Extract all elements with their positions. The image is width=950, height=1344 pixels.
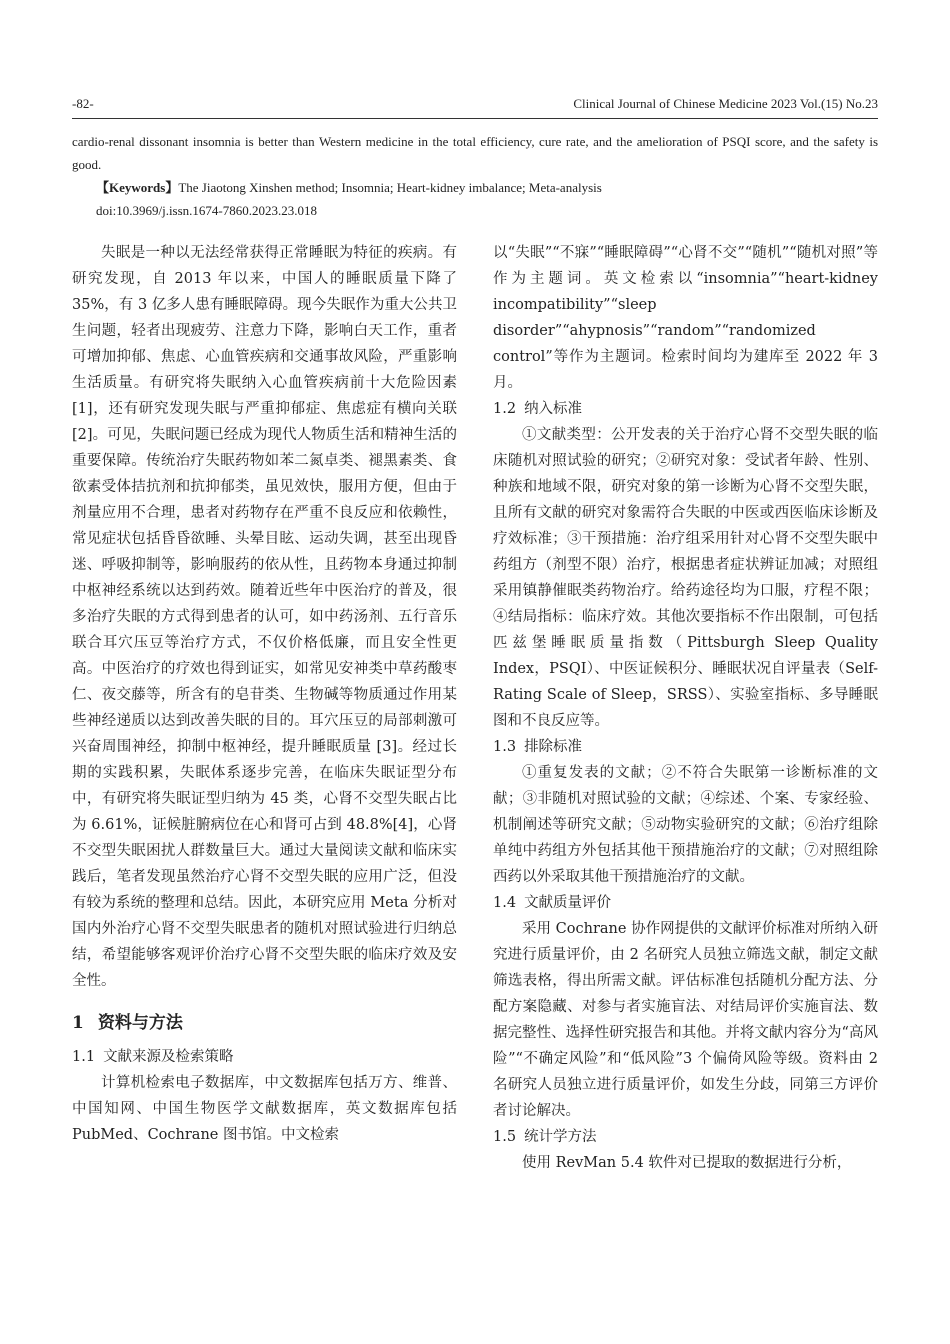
subsection-1-3-title: 排除标准 — [524, 739, 583, 755]
page-number: -82- — [72, 96, 94, 111]
subsection-1-5-text: 使用 RevMan 5.4 软件对已提取的数据进行分析， — [522, 1155, 852, 1171]
left-column — [72, 240, 457, 1148]
subsection-1-2-text: ①文献类型：公开发表的关于治疗心肾不交型失眠的临床随机对照试验的研究；②研究对象：受试者年龄、性别、种族和地域不限，研究对象的第一诊断为心肾不交型失眠，且所有文献的研究对象需符合失眠的中医或西医临床诊断及疗效标准；③干预措施：治疗组采用针对心肾不交型失眠中药组方（剂型不限）治疗，根据患者症状辨证加减；对照组采用镇静催眠类药物治疗。给药途径均为口服，疗程不限；④结局指标：临床疗效。其他次要指标不作出限制，可包括匹兹堡睡眠质量指数（Pittsburgh Sleep Quality Index，PSQI）、中医证候积分、睡眠状况自评量表（Self-Rating Scale of Sleep，SRSS）、实验室指标、多导睡眠图和不良反应等。 — [493, 427, 878, 729]
section-1-title: 资料与方法 — [97, 1013, 183, 1033]
abstract-block — [72, 130, 878, 222]
subsection-1-5-number: 1.5 — [493, 1129, 517, 1145]
subsection-1-3-number: 1.3 — [493, 739, 517, 755]
subsection-1-1-text: 计算机检索电子数据库，中文数据库包括万方、维普、中国知网、中国生物医学文献数据库，英文数据库包括 PubMed、Cochrane 图书馆。中文检索 — [72, 1075, 457, 1143]
keywords-line — [72, 176, 878, 199]
subsection-1-5-title: 统计学方法 — [524, 1129, 597, 1145]
subsection-1-1-number: 1.1 — [72, 1049, 96, 1065]
subsection-1-3-heading — [493, 734, 878, 760]
section-1-number: 1 — [72, 1013, 84, 1033]
subsection-1-1-title: 文献来源及检索策略 — [103, 1049, 234, 1065]
subsection-1-4-title: 文献质量评价 — [524, 895, 612, 911]
intro-paragraph: 失眠是一种以无法经常获得正常睡眠为特征的疾病。有研究发现，自 2013 年以来，中国人的睡眠质量下降了 35%，有 3 亿多人患有睡眠障碍。现今失眠作为重大公共卫生问题，轻者出现疲劳、注意力下降，影响白天工作，重者可增加抑郁、焦虑、心血管疾病和交通事故风险，严重影响生活质量。有研究将失眠纳入心血管疾病前十大危险因素 [1]，还有研究发现失眠与严重抑郁症、焦虑症有横向关联 [2]。可见，失眠问题已经成为现代人物质生活和精神生活的重要保障。传统治疗失眠药物如苯二氮卓类、褪黑素类、食欲素受体拮抗剂和抗抑郁类，虽见效快，服用方便，但由于剂量应用不合理，患者对药物存在严重不良反应和依赖性，常见症状包括昏昏欲睡、头晕目眩、运动失调，甚至出现昏迷、呼吸抑制等，影响服药的依从性，且药物本身通过抑制中枢神经系统以达到药效。随着近些年中医治疗的普及，很多治疗失眠的方式得到患者的认可，如中药汤剂、五行音乐联合耳穴压豆等治疗方式，不仅价格低廉，而且安全性更高。中医治疗的疗效也得到证实，如常见安神类中草药酸枣仁、夜交藤等，所含有的皂苷类、生物碱等物质通过作用某些神经递质以达到改善失眠的目的。耳穴压豆的局部刺激可兴奋周围神经，抑制中枢神经，提升睡眠质量 [3]。经过长期的实践积累，失眠体系逐步完善，在临床失眠证型分布中，有研究将失眠证型归纳为 45 类，心肾不交型失眠占比为 6.61%，证候脏腑病位在心和肾可占到 48.8%[4]，心肾不交型失眠困扰人群数量巨大。通过大量阅读文献和临床实践后，笔者发现虽然治疗心肾不交型失眠的应用广泛，但没有较为系统的整理和总结。因此，本研究应用 Meta 分析对国内外治疗心肾不交型失眠患者的随机对照试验进行归纳总结，希望能够客观评价治疗心肾不交型失眠的临床疗效及安全性。 — [72, 245, 457, 989]
section-1-heading — [72, 1008, 457, 1038]
right-column — [493, 240, 878, 1176]
keywords-text: The Jiaotong Xinshen method; Insomnia; Heart-kidney imbalance; Meta-analysis — [178, 180, 602, 195]
abstract-conclusion-tail: cardio-renal dissonant insomnia is better than Western medicine in the total efficiency, cure rate, and the amelioration of PSQI score, and the safety is good. — [72, 134, 878, 172]
subsection-1-4-heading — [493, 890, 878, 916]
subsection-1-4-text: 采用 Cochrane 协作网提供的文献评价标准对所纳入研究进行质量评价，由 2 名研究人员独立筛选文献，制定文献筛选表格，得出所需文献。评估标准包括随机分配方法、分配方案隐藏、对参与者实施盲法、对结局评价实施盲法、数据完整性、选择性研究报告和其他。并将文献内容分为“高风险”“不确定风险”和“低风险”3 个偏倚风险等级。资料由 2 名研究人员独立进行质量评价，如发生分歧，同第三方评价者讨论解决。 — [493, 921, 878, 1119]
subsection-1-2-heading — [493, 396, 878, 422]
search-strategy-continued: 以“失眠”“不寐”“睡眠障碍”“心肾不交”“随机”“随机对照”等作为主题词。英文检索以“insomnia”“heart-kidney incompatibility”“sleep disorder”“ahypnosis”“random”“randomized control”等作为主题词。检索时间均为建库至 2022 年 3 月。 — [493, 245, 878, 391]
subsection-1-4-number: 1.4 — [493, 895, 517, 911]
subsection-1-2-number: 1.2 — [493, 401, 517, 417]
subsection-1-3-text: ①重复发表的文献；②不符合失眠第一诊断标准的文献；③非随机对照试验的文献；④综述、个案、专家经验、机制阐述等研究文献；⑤动物实验研究的文献；⑥治疗组除单纯中药组方外包括其他干预措施治疗的文献；⑦对照组除西药以外采取其他干预措施治疗的文献。 — [493, 765, 878, 885]
keywords-label: 【Keywords】 — [96, 180, 179, 195]
doi-line: doi:10.3969/j.issn.1674-7860.2023.23.018 — [96, 203, 318, 218]
subsection-1-2-title: 纳入标准 — [524, 401, 583, 417]
journal-info: Clinical Journal of Chinese Medicine 2023 Vol.(15) No.23 — [573, 96, 878, 111]
subsection-1-5-heading — [493, 1124, 878, 1150]
header-divider — [72, 118, 878, 119]
subsection-1-1-heading — [72, 1044, 457, 1070]
page-header — [72, 96, 878, 120]
